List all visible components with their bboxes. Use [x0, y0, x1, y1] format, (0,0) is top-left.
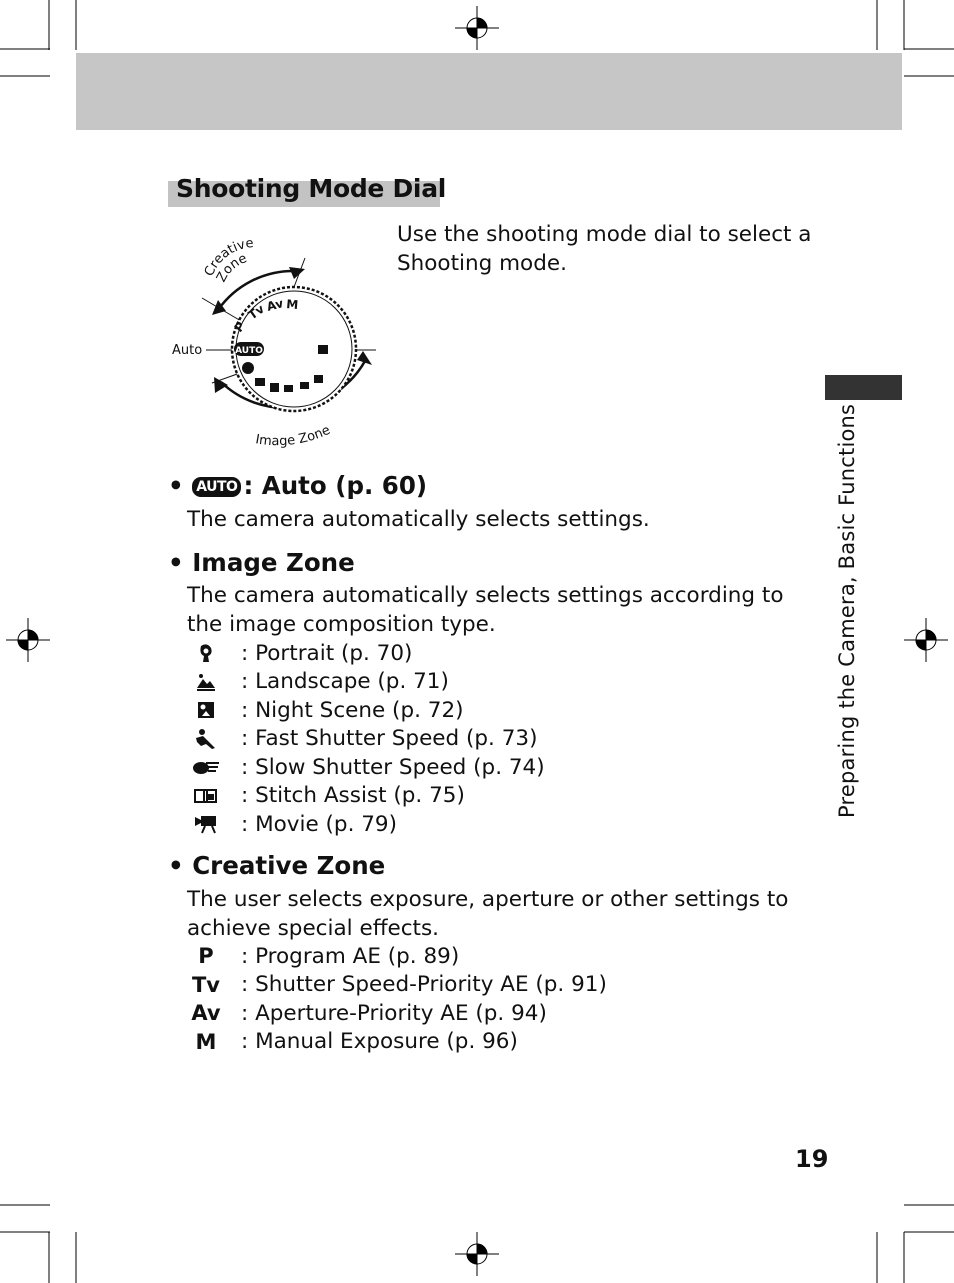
aperture-priority-label: : Aperture-Priority AE (p. 94) [241, 1000, 547, 1026]
list-item [187, 1028, 787, 1057]
creative-zone-description-line-1: The user selects exposure, aperture or other settings to [187, 887, 789, 912]
aperture-priority-symbol: Av [191, 1001, 221, 1026]
shooting-mode-dial-diagram [160, 225, 390, 460]
page-number: 19 [795, 1145, 829, 1173]
header-band [76, 53, 902, 130]
list-item [187, 668, 787, 697]
manual-symbol: M [195, 1029, 217, 1054]
shutter-priority-label: : Shutter Speed-Priority AE (p. 91) [241, 972, 607, 998]
dial-landscape-icon [255, 378, 265, 386]
fast-shutter-label: : Fast Shutter Speed (p. 73) [241, 726, 538, 752]
night-scene-icon [195, 699, 217, 721]
dial-movie-icon [318, 345, 328, 354]
image-zone-heading: • Image Zone [168, 548, 355, 577]
dial-fast-icon [284, 385, 293, 392]
image-zone-mode-list [187, 639, 787, 839]
night-scene-label: : Night Scene (p. 72) [241, 697, 464, 723]
list-item [187, 942, 787, 971]
fast-shutter-icon [193, 728, 219, 750]
landscape-label: : Landscape (p. 71) [241, 669, 449, 695]
portrait-label: : Portrait (p. 70) [241, 640, 413, 666]
auto-description: The camera automatically selects settings. [187, 507, 650, 532]
auto-title: : Auto (p. 60) [243, 471, 428, 500]
dial-portrait-icon [242, 362, 254, 374]
dial-image-zone-label: Image Zone [254, 422, 333, 450]
dial-letter-m: M [285, 297, 299, 313]
list-item [187, 753, 787, 782]
dial-creative-zone-label-2: Zone [214, 251, 250, 285]
dial-letter-p: P [231, 319, 248, 335]
list-item [187, 725, 787, 754]
dial-letter-av: Av [265, 296, 285, 314]
chapter-side-tab [825, 375, 902, 400]
dial-night-icon [270, 383, 279, 392]
list-item [187, 999, 787, 1028]
section-title: Shooting Mode Dial [176, 174, 447, 203]
list-item [187, 782, 787, 811]
manual-label: : Manual Exposure (p. 96) [241, 1029, 518, 1055]
list-item [187, 639, 787, 668]
landscape-icon [195, 671, 217, 693]
program-symbol: P [198, 944, 214, 969]
chapter-side-label: Preparing the Camera, Basic Functions [835, 403, 859, 818]
creative-zone-mode-list [187, 942, 787, 1056]
portrait-icon [195, 642, 217, 664]
image-zone-description [187, 582, 807, 639]
dial-auto-badge: AUTO [235, 346, 263, 356]
list-item [187, 696, 787, 725]
image-zone-description-line-2: the image composition type. [187, 611, 496, 637]
movie-icon [193, 813, 219, 835]
slow-shutter-icon [192, 756, 220, 778]
dial-letter-tv: Tv [245, 301, 267, 323]
stitch-assist-label: : Stitch Assist (p. 75) [241, 783, 465, 809]
auto-badge-icon: AUTO [192, 477, 241, 497]
creative-zone-description-line-2: achieve special effects. [187, 915, 440, 941]
auto-heading: • AUTO : Auto (p. 60) [168, 471, 428, 500]
intro-text: Use the shooting mode dial to select a Shooting mode. [397, 222, 812, 276]
dial-stitch-icon [314, 375, 323, 383]
creative-zone-description [187, 886, 807, 943]
list-item [187, 810, 787, 839]
dial-auto-label: Auto [172, 343, 203, 358]
dial-slow-icon [300, 382, 309, 389]
list-item [187, 971, 787, 1000]
slow-shutter-label: : Slow Shutter Speed (p. 74) [241, 754, 545, 780]
shutter-priority-symbol: Tv [191, 972, 220, 997]
image-zone-description-line-1: The camera automatically selects settings according to [187, 583, 784, 608]
stitch-assist-icon [193, 785, 219, 807]
movie-label: : Movie (p. 79) [241, 811, 397, 837]
program-label: : Program AE (p. 89) [241, 943, 460, 969]
dial-creative-zone-label-1: Creative [201, 236, 255, 279]
creative-zone-heading: • Creative Zone [168, 851, 386, 880]
